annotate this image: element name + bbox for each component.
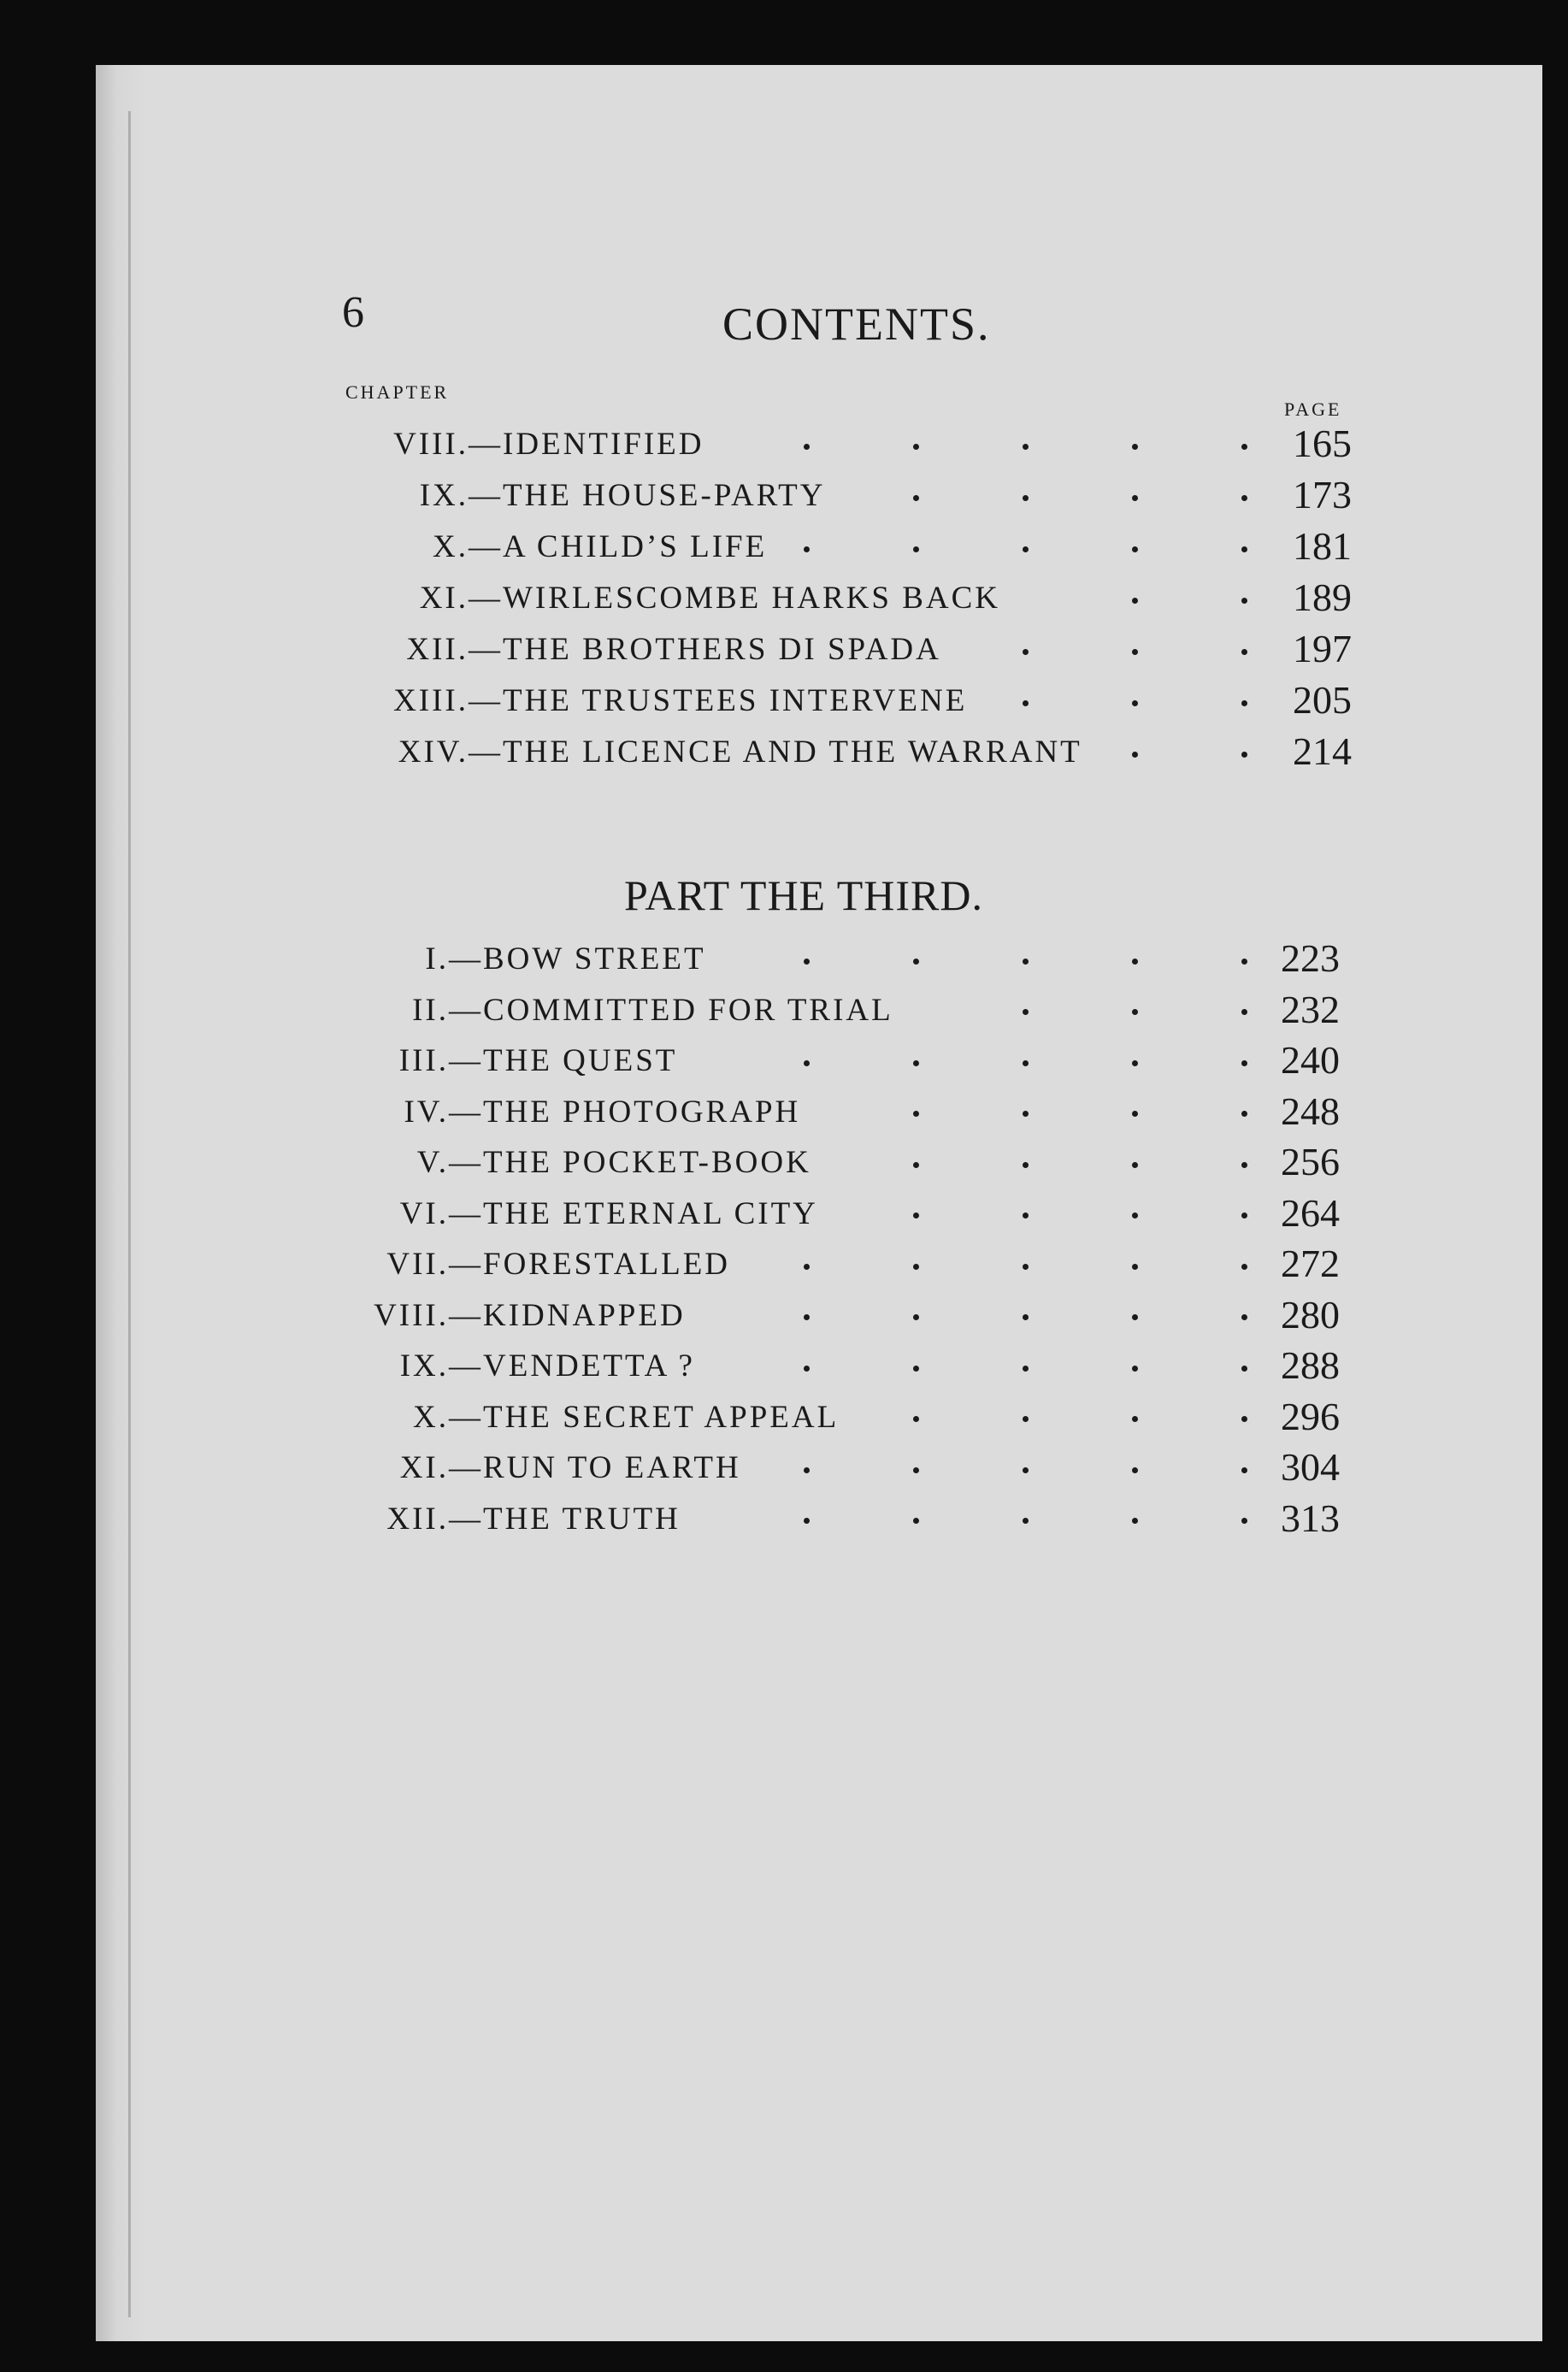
toc-entry-label: IX.—VENDETTA ? <box>399 1348 695 1384</box>
toc-entry-label: XI.—RUN TO EARTH <box>399 1450 741 1485</box>
toc-leader-dots <box>913 1148 1247 1182</box>
toc-leader-dots <box>804 1351 1247 1385</box>
part-heading: PART THE THIRD. <box>624 871 983 919</box>
toc-entry-page: 248 <box>1281 1089 1340 1133</box>
toc-leader-dots <box>804 532 1247 566</box>
toc-leader-dots <box>1023 634 1247 669</box>
scan-border <box>1542 0 1568 2372</box>
toc-entry-page: 264 <box>1281 1190 1340 1235</box>
toc-entry-label: V.—THE POCKET-BOOK <box>416 1145 811 1180</box>
toc-entry-page: 288 <box>1281 1343 1340 1387</box>
toc-entry-page: 313 <box>1281 1496 1340 1540</box>
toc-entry-label: XIV.—THE LICENCE AND THE WARRANT <box>398 735 1082 770</box>
toc-entry-label: X.—THE SECRET APPEAL <box>413 1399 840 1435</box>
toc-entry-label: III.—THE QUEST <box>398 1043 678 1078</box>
toc-entry-page: 256 <box>1281 1140 1340 1183</box>
toc-leader-dots <box>1132 583 1247 617</box>
toc-entry-page: 232 <box>1281 987 1340 1031</box>
toc-entry-page: 197 <box>1293 627 1352 670</box>
toc-entry-page: 240 <box>1281 1038 1340 1082</box>
page-column-header: PAGE <box>1284 398 1342 420</box>
toc-entry-label: VIII.—KIDNAPPED <box>374 1297 686 1333</box>
toc-leader-dots <box>913 1097 1247 1131</box>
toc-entry-label: XII.—THE BROTHERS DI SPADA <box>406 632 941 667</box>
toc-entry-page: 205 <box>1293 678 1352 722</box>
toc-entry-page: 296 <box>1281 1394 1340 1438</box>
toc-entry-label: VIII.—IDENTIFIED <box>393 427 704 462</box>
toc-entry-label: VI.—THE ETERNAL CITY <box>399 1195 818 1231</box>
toc-entry-page: 165 <box>1293 422 1352 465</box>
toc-leader-dots <box>804 1504 1247 1538</box>
toc-entry-page: 189 <box>1293 575 1352 619</box>
toc-leader-dots <box>804 1249 1247 1283</box>
toc-entry-label: II.—COMMITTED FOR TRIAL <box>412 992 893 1028</box>
toc-leader-dots <box>804 944 1247 978</box>
toc-leader-dots <box>913 1199 1247 1233</box>
toc-entry-page: 214 <box>1293 729 1352 773</box>
toc-entry-page: 173 <box>1293 473 1352 516</box>
toc-leader-dots <box>1023 995 1247 1030</box>
toc-entry-page: 181 <box>1293 524 1352 568</box>
toc-entry-page: 272 <box>1281 1242 1340 1285</box>
toc-entry-label: XII.—THE TRUTH <box>386 1501 681 1537</box>
toc-entry-page: 304 <box>1281 1445 1340 1489</box>
page-number: 6 <box>342 288 364 337</box>
toc-leader-dots <box>804 429 1247 463</box>
toc-leader-dots <box>804 1453 1247 1487</box>
toc-leader-dots <box>1132 737 1247 771</box>
toc-leader-dots <box>913 1402 1247 1437</box>
toc-leader-dots <box>804 1046 1247 1080</box>
toc-entry-page: 280 <box>1281 1292 1340 1336</box>
toc-leader-dots <box>1023 686 1247 720</box>
toc-entry-page: 223 <box>1281 936 1340 980</box>
page-title: CONTENTS. <box>722 298 991 350</box>
toc-entry-label: IX.—THE HOUSE-PARTY <box>419 478 826 513</box>
toc-entry-label: X.—A CHILD’S LIFE <box>433 529 768 564</box>
toc-entry-label: XI.—WIRLESCOMBE HARKS BACK <box>419 581 1000 616</box>
page-edge-line <box>128 111 131 2317</box>
toc-leader-dots <box>804 1301 1247 1335</box>
toc-entry-label: IV.—THE PHOTOGRAPH <box>404 1094 801 1130</box>
page-spine-shadow <box>96 65 147 2341</box>
toc-entry-label: XIII.—THE TRUSTEES INTERVENE <box>393 683 968 718</box>
toc-entry-label: VII.—FORESTALLED <box>386 1247 731 1282</box>
chapter-column-header: CHAPTER <box>345 381 450 403</box>
toc-entry-label: I.—BOW STREET <box>425 941 706 977</box>
toc-leader-dots <box>913 481 1247 515</box>
